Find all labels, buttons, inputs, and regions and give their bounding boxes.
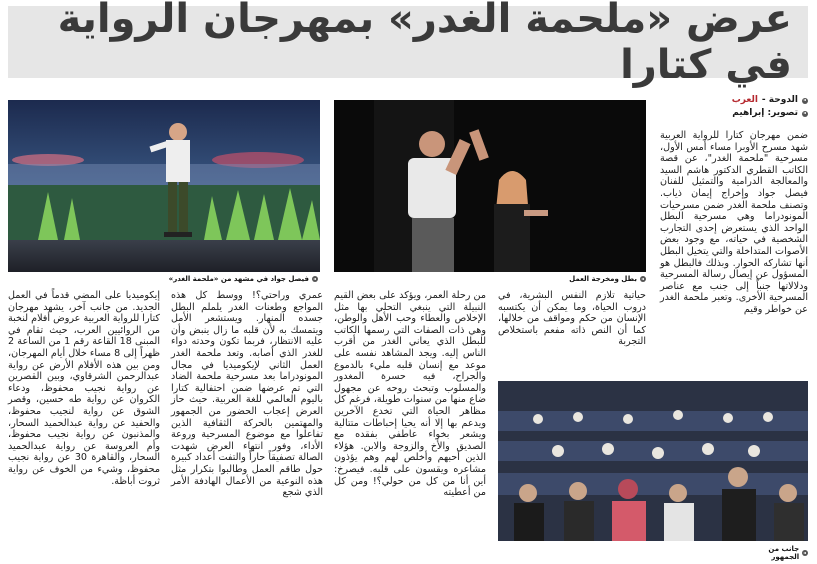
arrow-bullet-icon: [312, 276, 318, 282]
arrow-bullet-icon: [802, 550, 808, 556]
caption-cast-photo-text: بطل ومخرجة العمل: [569, 275, 637, 283]
headline-bar: [8, 0, 808, 88]
caption-stage-photo-text: فيصل جواد في مشهد من «ملحمة الغدر»: [168, 275, 309, 283]
arrow-bullet-icon: [640, 276, 646, 282]
cast-photo-image: [334, 100, 646, 272]
article-paragraph: ضمن مهرجان كتارا للرواية العربية شهد مسرح الأوبرا مساء أمس الأول، مسرحية "ملحمة الغدر"، عن قصة الكاتب القطري الدكتور هاشم السيد والمعالجة الدرامية والتمثيل للفنان فيصل جواد وإخراج إيمان ذياب. وتصنف ملحمة الغدر ضمن مسرحيات المونودراما وهي مسرحية البطل الواحد الذي يستعرض إحدى التجارب الشخصية في حياته، مع وجود بعض الأصوات المتداخلة والتي يتخيل البطل أنها تشاركه الحوار. وبذلك فالبطل هو المسؤول عن إيصال رسالة المسرحية ودلالاتها جنباً إلى جنب مع عناصر المسرحية الأخرى. وتعبر ملحمة الغدر عن خواطر وقيم: [660, 130, 808, 315]
article-paragraph: من رحلة العمر، ويؤكد على بعض القيم النبيلة التي ينبغي التحلي بها مثل الإخلاص والعطاء وحب الأهل والوطن، وهي ذات الصفات التي رسمها الكاتب للبطل الذي يعاني الغدر من أقرب الناس إليه. ويجد المشاهد نفسه على موعد مع إنسان قلبه مليء بالدموع والجراح، فيه حسرة المغدور والمسلوب وتبحث روحه عن مجهول ضاع منها من سنوات طويلة، فرغم كل مظاهر الحياة التي تخدع الآخرين ويدعم بها إلا أنه يحيا إحباطات متتالية ويشعر بخواء عاطفي بفقده مع الصديق والأخ والزوجة والابن. هؤلاء الذين أحبهم وأخلص لهم وهم يؤذون مشاعره ويقسون على قلبه. فيصرخ: أين أنا من كل من حولي؟! ومن كل من أعطيته: [334, 290, 486, 499]
stage-photo: [8, 100, 320, 272]
caption-cast-photo: [560, 275, 646, 283]
byline-location-row: [660, 94, 808, 107]
article-paragraph: عمري وراحتي؟! ووسط كل هذه المواجع وطعنات الغدر يلملم البطل جسده المنهار. ويستشعر الأمل ويتمسك به لأن قلبه ما زال ينبض وأن عليه الانتظار، فربما تكون وحدته دواء للغدر الذي أصابه. وتعد ملحمة الغدر العمل الثاني لإيكوميديا في مجال المونودراما بعد مسرحية ملحمة الضاد التي تم عرضها ضمن احتفالية كتارا باليوم العالمي للغة العربية. حيث حاز العرض إعجاب الحضور من الجمهور والمهتمين بالحركة الثقافية الذين تفاعلوا مع موضوع المسرحية وروعة الأداء، وفور انتهاء العرض شهدت الصالة تصفيقاً حاراً والتفت أعداد كبيرة حول طاقم العمل وطالبوا بتكرار مثل هذه النوعية من الأعمال الهادفة الأمر الذي شجع: [171, 290, 323, 499]
arrow-bullet-icon: [802, 98, 808, 104]
article-column-center-right: [498, 290, 646, 370]
article-column-right: [660, 130, 808, 370]
audience-photo: [498, 381, 808, 541]
byline-location: الدوحة -: [761, 95, 798, 105]
article-paragraph: إيكوميديا على المضي قدماً في العمل الجديد. من جانب آخر، يشهد مهرجان كتارا للرواية العربية عروض أفلام لنخبة من الروائيين العرب، حيث تقام في المبنى 18 القاعة رقم 1 من الساعة 2 ظهراً إلى 8 مساء خلال أيام المهرجان، ومن بين هذه الأفلام الأرض عن رواية عبدالرحمن الشرقاوي، وبين القصرين عن رواية نجيب محفوظ، ودعاء الكروان عن رواية طه حسين، وقصر الشوق عن رواية لنجيب محفوظ، والحفيد عن رواية عبدالحميد السحار، والمذنبون عن رواية نجيب محفوظ، وأم العروسة عن رواية عبدالحميد السحار، والقاهرة 30 عن رواية نجيب محفوظ، وشيء من الخوف عن رواية ثروت أباظة.: [8, 290, 160, 487]
byline-photo-row: [660, 107, 808, 120]
article-paragraph: حياتية تلازم النفس البشرية، في دروب الحياة، وما يمكن أن يكتسبه الإنسان من حكم ومواقف من خلالها، كما أن النص ذاته مفعم باستخلاص التجربة: [498, 290, 646, 348]
article-column-left: [8, 290, 160, 558]
byline: [660, 94, 808, 120]
caption-stage-photo: [150, 275, 318, 283]
headline: عرض «ملحمة الغدر» بمهرجان الرواية في كتارا: [57, 0, 792, 88]
brand-name: العرب: [731, 95, 758, 105]
audience-photo-image: [498, 381, 808, 541]
arrow-bullet-icon: [802, 111, 808, 117]
article-column-center-mid: [334, 290, 486, 558]
caption-audience-photo-text: جانب من الجمهور: [768, 545, 800, 561]
article-column-center-left: [171, 290, 323, 558]
cast-photo: [334, 100, 646, 272]
stage-photo-image: [8, 100, 320, 272]
photo-credit: تصوير: إبراهيم: [732, 108, 798, 118]
caption-audience-photo: [740, 545, 808, 561]
